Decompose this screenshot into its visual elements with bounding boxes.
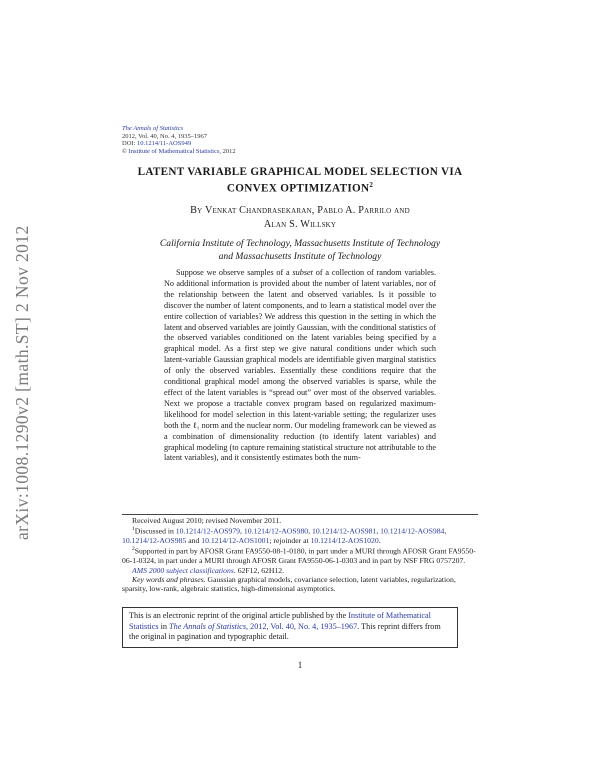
footnote-1: $^1$Discussed in 10.1214/12-AOS979, 10.1214/12-AOS980, 10.1214/12-AOS981, 10.1214/12-AOS984, 10.1214/12-AOS985 and 10.1214/12-AOS1001; rejoinder at 10.1214/12-AOS1020. xyxy=(122,526,447,546)
journal-doi: DOI: 10.1214/11-AOS949 xyxy=(122,140,192,148)
abstract: Suppose we observe samples of a subset of a collection of random variables. No additional information is provided about the number of latent variables, nor of the relationship between the latent and observed variables. Is it possible to discover the number of latent components, and to learn a statistical model over the entire collection of variables? We address this question in the setting in which the latent and observed variables are jointly Gaussian, with the conditional statistics of the observed variables conditioned on the latent variables being specified by a graphical model. As a first step we give natural conditions under which such latent-variable Gaussian graphical models are identifiable given marginal statistics of only the observed variables. Essentially these conditions require that the conditional graphical model among the observed variables is sparse, while the effect of the latent variables is “spread out” over most of the observed variables. Next we propose a tractable convex program based on regularized maximum-likelihood for model selection in this latent-variable setting; the regularizer uses both the ℓ₁ norm and the nuclear norm. Our modeling framework can be viewed as a combination of dimensionality reduction (to identify latent variables) and graphical modeling (to capture remaining statistical structure not attributable to the latent variables), and it consistently estimates both the num- xyxy=(164,268,437,463)
journal-volume: 2012, Vol. 40, No. 4, 1935–1967 xyxy=(122,132,207,140)
journal-copyright: © Institute of Mathematical Statistics, 2012 xyxy=(122,147,236,155)
discussion-link[interactable]: 10.1214/12-AOS985 xyxy=(122,536,187,546)
ims-link[interactable]: Institute of Mathematical Statistics xyxy=(128,147,220,155)
paper-title: LATENT VARIABLE GRAPHICAL MODEL SELECTION VIA CONVEX OPTIMIZATION$^2$ xyxy=(137,166,463,195)
footnotes xyxy=(122,514,478,594)
discussion-link[interactable]: 10.1214/12-AOS981 xyxy=(312,526,377,536)
discussion-link[interactable]: 10.1214/12-AOS984 xyxy=(380,526,445,536)
ams-classification: AMS 2000 subject classifications. 62F12, 62H12. xyxy=(132,565,285,575)
ams-link[interactable]: AMS 2000 subject classifications. xyxy=(132,565,236,575)
received-date: Received August 2010; revised November 2011. xyxy=(132,516,282,525)
journal-name[interactable]: The Annals of Statistics xyxy=(122,125,184,132)
arxiv-identifier: arXiv:1008.1290v2 [math.ST] 2 Nov 2012 xyxy=(12,225,32,540)
reprint-notice: This is an electronic reprint of the original article published by the Institute of Mathematical Statistics in The Annals of Statistics, 2012, Vol. 40, No. 4, 1935–1967. This reprint differs from the original in pagination and typographic detail. xyxy=(122,607,458,648)
authors: By Venkat Chandrasekaran, Pablo A. Parrilo and Alan S. Willsky xyxy=(190,205,410,230)
ims-reprint-link[interactable]: Institute of Mathematical Statistics xyxy=(129,611,431,631)
journal-header xyxy=(122,125,236,155)
discussion-link[interactable]: 10.1214/12-AOS980 xyxy=(243,526,309,536)
title-footnote-mark[interactable]: 2 xyxy=(369,180,374,189)
doi-link[interactable]: 10.1214/11-AOS949 xyxy=(136,140,192,148)
journal-reprint-link[interactable]: The Annals of Statistics, xyxy=(169,621,249,631)
page-number: 1 xyxy=(297,660,303,670)
keywords: Key words and phrases. Gaussian graphical models, covariance selection, latent variables, regularization, sparsity, low-rank, algebraic statistics, high-dimensional asymptotics. xyxy=(122,574,456,594)
discussion-link[interactable]: 10.1214/12-AOS979 xyxy=(175,526,241,536)
affiliations: California Institute of Technology, Massachusetts Institute of Technology and Massachusetts Institute of Technology xyxy=(159,238,441,262)
volume-reprint-link[interactable]: 2012, Vol. 40, No. 4, 1935–1967 xyxy=(250,621,358,631)
discussion-link[interactable]: 10.1214/12-AOS1001 xyxy=(201,536,270,546)
footnote-2: $^2$Supported in part by AFOSR Grant FA9550-08-1-0180, in part under a MURI through AFOSR Grant FA9550-06-1-0324, in part under a MURI through AFOSR Grant FA9550-06-1-0303 and in part by NSF FRG 0757207. xyxy=(122,546,476,566)
rejoinder-link[interactable]: 10.1214/12-AOS1020 xyxy=(310,536,379,546)
